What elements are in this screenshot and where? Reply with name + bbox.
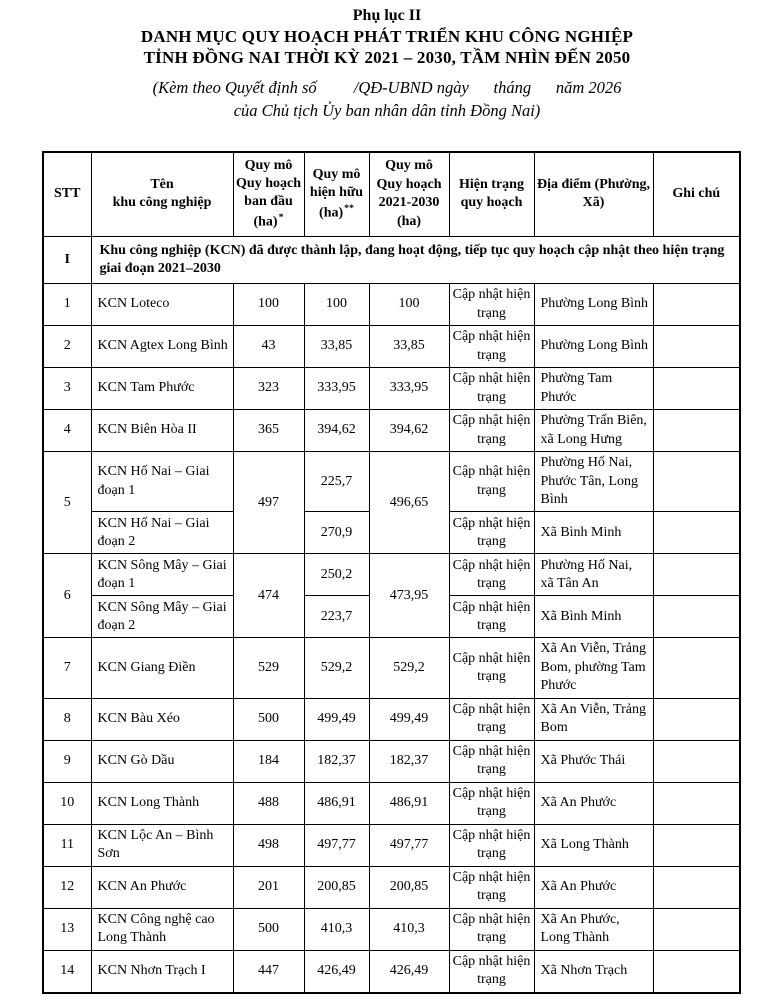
cell-name: KCN Nhơn Trạch I xyxy=(91,950,233,993)
table-row xyxy=(43,284,740,326)
cell-area-plan: 182,37 xyxy=(369,740,449,782)
cell-location: Xã An Phước xyxy=(534,782,653,824)
cell-stt: 9 xyxy=(43,740,91,782)
column-header-label: Tên xyxy=(150,176,174,192)
column-header-label: Địa điểm (Phường, Xã) xyxy=(537,176,650,211)
cell-area-plan: 499,49 xyxy=(369,698,449,740)
cell-area-plan: 529,2 xyxy=(369,638,449,698)
cell-location: Phường Tam Phước xyxy=(534,368,653,410)
cell-note xyxy=(653,554,740,596)
cell-name: KCN Sông Mây – Giai đoạn 1 xyxy=(91,554,233,596)
footnote-marker: * xyxy=(278,211,284,223)
industrial-zones-table xyxy=(42,151,741,994)
appendix-title: Phụ lục II xyxy=(352,7,422,24)
cell-status: Cập nhật hiện trạng xyxy=(449,554,534,596)
cell-status: Cập nhật hiện trạng xyxy=(449,368,534,410)
cell-status: Cập nhật hiện trạng xyxy=(449,950,534,993)
column-header-location xyxy=(534,152,653,237)
cell-name: KCN Loteco xyxy=(91,284,233,326)
cell-status: Cập nhật hiện trạng xyxy=(449,512,534,554)
cell-note xyxy=(653,824,740,866)
cell-note xyxy=(653,698,740,740)
table-row xyxy=(43,866,740,908)
cell-note xyxy=(653,908,740,950)
cell-name: KCN Tam Phước xyxy=(91,368,233,410)
cell-name: KCN Công nghệ cao Long Thành xyxy=(91,908,233,950)
cell-location: Phường Long Bình xyxy=(534,284,653,326)
table-row xyxy=(43,950,740,993)
cell-name: KCN Hố Nai – Giai đoạn 2 xyxy=(91,512,233,554)
cell-area-current: 182,37 xyxy=(304,740,369,782)
cell-status: Cập nhật hiện trạng xyxy=(449,740,534,782)
cell-area-current: 410,3 xyxy=(304,908,369,950)
table-row xyxy=(43,638,740,698)
cell-name: KCN Agtex Long Bình xyxy=(91,326,233,368)
cell-note xyxy=(653,512,740,554)
cell-name: KCN Lộc An – Bình Sơn xyxy=(91,824,233,866)
cell-location: Phường Trấn Biên, xã Long Hưng xyxy=(534,410,653,452)
page-header xyxy=(0,0,774,122)
cell-area-current: 33,85 xyxy=(304,326,369,368)
cell-location: Xã Bình Minh xyxy=(534,596,653,638)
table-row xyxy=(43,782,740,824)
column-header-area-plan xyxy=(369,152,449,237)
column-header-status xyxy=(449,152,534,237)
cell-note xyxy=(653,326,740,368)
cell-area-current: 426,49 xyxy=(304,950,369,993)
column-header-label: STT xyxy=(54,186,81,202)
cell-area-current: 200,85 xyxy=(304,866,369,908)
cell-area-initial: 500 xyxy=(233,908,304,950)
cell-name: KCN Long Thành xyxy=(91,782,233,824)
cell-note xyxy=(653,452,740,512)
column-header-label: Quy mô hiện hữu (ha) xyxy=(309,166,364,221)
document-title-line-1: DANH MỤC QUY HOẠCH PHÁT TRIỂN KHU CÔNG NGHIỆP xyxy=(140,27,634,46)
cell-status: Cập nhật hiện trạng xyxy=(449,908,534,950)
cell-area-initial: 500 xyxy=(233,698,304,740)
section-number: I xyxy=(43,237,91,284)
cell-location: Phường Long Bình xyxy=(534,326,653,368)
table-row xyxy=(43,698,740,740)
cell-name: KCN An Phước xyxy=(91,866,233,908)
cell-location: Xã An Phước, Long Thành xyxy=(534,908,653,950)
cell-note xyxy=(653,740,740,782)
document-subtitle xyxy=(0,77,774,122)
cell-status: Cập nhật hiện trạng xyxy=(449,284,534,326)
column-header-label: khu công nghiệp xyxy=(112,195,212,211)
cell-location: Xã Long Thành xyxy=(534,824,653,866)
cell-name: KCN Hố Nai – Giai đoạn 1 xyxy=(91,452,233,512)
cell-area-plan: 33,85 xyxy=(369,326,449,368)
cell-area-current: 250,2 xyxy=(304,554,369,596)
table-row xyxy=(43,368,740,410)
cell-area-initial: 201 xyxy=(233,866,304,908)
column-header-label: Hiện trạng quy hoạch xyxy=(459,176,524,211)
cell-location: Xã An Phước xyxy=(534,866,653,908)
cell-area-initial: 498 xyxy=(233,824,304,866)
cell-location: Xã Nhơn Trạch xyxy=(534,950,653,993)
cell-area-initial: 488 xyxy=(233,782,304,824)
cell-area-plan: 486,91 xyxy=(369,782,449,824)
cell-area-current: 486,91 xyxy=(304,782,369,824)
document-title-line-2: TỈNH ĐỒNG NAI THỜI KỲ 2021 – 2030, TẦM NHÌN ĐẾN 2050 xyxy=(143,48,631,67)
cell-area-initial: 100 xyxy=(233,284,304,326)
cell-note xyxy=(653,638,740,698)
cell-area-current: 529,2 xyxy=(304,638,369,698)
cell-area-plan: 497,77 xyxy=(369,824,449,866)
cell-area-initial: 184 xyxy=(233,740,304,782)
cell-area-initial: 365 xyxy=(233,410,304,452)
table-row xyxy=(43,452,740,512)
cell-stt: 14 xyxy=(43,950,91,993)
cell-area-plan: 394,62 xyxy=(369,410,449,452)
section-label: Khu công nghiệp (KCN) đã được thành lập, đang hoạt động, tiếp tục quy hoạch cập nhật theo hiện trạng giai đoạn 2021–2030 xyxy=(91,237,740,284)
cell-stt: 2 xyxy=(43,326,91,368)
table-row xyxy=(43,410,740,452)
cell-location: Xã An Viễn, Trảng Bom, phường Tam Phước xyxy=(534,638,653,698)
cell-note xyxy=(653,410,740,452)
cell-area-initial: 474 xyxy=(233,554,304,638)
cell-location: Phường Hố Nai, Phước Tân, Long Bình xyxy=(534,452,653,512)
cell-area-plan: 200,85 xyxy=(369,866,449,908)
cell-name: KCN Biên Hòa II xyxy=(91,410,233,452)
column-header-stt xyxy=(43,152,91,237)
cell-location: Xã Bình Minh xyxy=(534,512,653,554)
cell-status: Cập nhật hiện trạng xyxy=(449,452,534,512)
cell-area-current: 333,95 xyxy=(304,368,369,410)
table-row xyxy=(43,824,740,866)
cell-status: Cập nhật hiện trạng xyxy=(449,410,534,452)
cell-status: Cập nhật hiện trạng xyxy=(449,698,534,740)
table-row xyxy=(43,908,740,950)
cell-stt: 11 xyxy=(43,824,91,866)
cell-area-initial: 447 xyxy=(233,950,304,993)
cell-stt: 5 xyxy=(43,452,91,554)
cell-stt: 7 xyxy=(43,638,91,698)
cell-area-plan: 496,65 xyxy=(369,452,449,554)
cell-area-plan: 100 xyxy=(369,284,449,326)
column-header-name xyxy=(91,152,233,237)
cell-note xyxy=(653,284,740,326)
cell-area-initial: 529 xyxy=(233,638,304,698)
cell-area-current: 225,7 xyxy=(304,452,369,512)
cell-status: Cập nhật hiện trạng xyxy=(449,866,534,908)
table-row xyxy=(43,740,740,782)
cell-name: KCN Bàu Xéo xyxy=(91,698,233,740)
cell-stt: 4 xyxy=(43,410,91,452)
cell-note xyxy=(653,782,740,824)
section-row xyxy=(43,237,740,284)
table-header-row xyxy=(43,152,740,237)
cell-area-current: 270,9 xyxy=(304,512,369,554)
cell-stt: 1 xyxy=(43,284,91,326)
cell-area-plan: 426,49 xyxy=(369,950,449,993)
cell-stt: 8 xyxy=(43,698,91,740)
cell-stt: 10 xyxy=(43,782,91,824)
cell-stt: 12 xyxy=(43,866,91,908)
cell-status: Cập nhật hiện trạng xyxy=(449,638,534,698)
cell-status: Cập nhật hiện trạng xyxy=(449,596,534,638)
cell-location: Phường Hố Nai, xã Tân An xyxy=(534,554,653,596)
cell-note xyxy=(653,596,740,638)
cell-area-plan: 473,95 xyxy=(369,554,449,638)
subtitle-line-1: (Kèm theo Quyết định số /QĐ-UBND ngày tháng năm 2026 xyxy=(152,78,622,97)
cell-note xyxy=(653,866,740,908)
cell-note xyxy=(653,950,740,993)
table-row xyxy=(43,326,740,368)
column-header-label: Quy mô Quy hoạch 2021-2030 (ha) xyxy=(376,158,442,229)
cell-status: Cập nhật hiện trạng xyxy=(449,824,534,866)
cell-name: KCN Gò Dầu xyxy=(91,740,233,782)
cell-area-initial: 43 xyxy=(233,326,304,368)
cell-area-current: 394,62 xyxy=(304,410,369,452)
column-header-label: Quy mô Quy hoạch ban đầu (ha) xyxy=(236,157,301,230)
cell-stt: 6 xyxy=(43,554,91,638)
cell-note xyxy=(653,368,740,410)
table-row xyxy=(43,554,740,596)
column-header-area-initial xyxy=(233,152,304,237)
cell-status: Cập nhật hiện trạng xyxy=(449,782,534,824)
column-header-label: Ghi chú xyxy=(672,186,721,202)
column-header-area-current xyxy=(304,152,369,237)
column-header-note xyxy=(653,152,740,237)
cell-name: KCN Sông Mây – Giai đoạn 2 xyxy=(91,596,233,638)
cell-area-initial: 497 xyxy=(233,452,304,554)
cell-area-current: 100 xyxy=(304,284,369,326)
cell-area-plan: 410,3 xyxy=(369,908,449,950)
cell-location: Xã An Viễn, Trảng Bom xyxy=(534,698,653,740)
cell-stt: 13 xyxy=(43,908,91,950)
footnote-marker: ** xyxy=(344,202,354,214)
subtitle-line-2: của Chủ tịch Ủy ban nhân dân tỉnh Đồng Nai) xyxy=(233,100,541,120)
cell-area-current: 223,7 xyxy=(304,596,369,638)
cell-stt: 3 xyxy=(43,368,91,410)
cell-name: KCN Giang Điền xyxy=(91,638,233,698)
cell-status: Cập nhật hiện trạng xyxy=(449,326,534,368)
cell-location: Xã Phước Thái xyxy=(534,740,653,782)
cell-area-current: 499,49 xyxy=(304,698,369,740)
cell-area-initial: 323 xyxy=(233,368,304,410)
cell-area-plan: 333,95 xyxy=(369,368,449,410)
cell-area-current: 497,77 xyxy=(304,824,369,866)
